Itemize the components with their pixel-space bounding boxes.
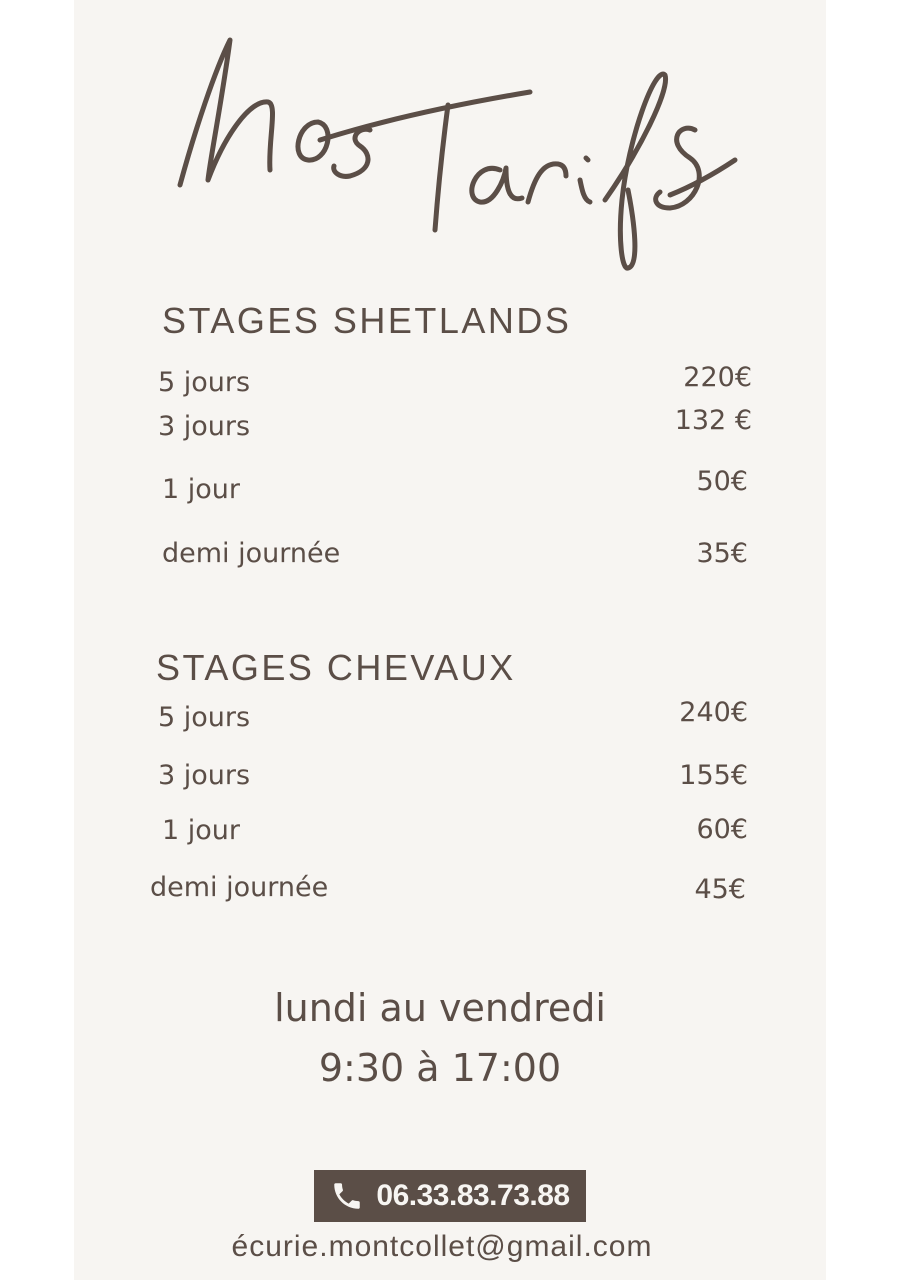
row-label: 5 jours	[158, 702, 251, 733]
phone-badge[interactable]	[314, 1170, 586, 1222]
row-label: demi journée	[162, 538, 341, 569]
section-heading-shetlands: STAGES SHETLANDS	[162, 300, 572, 341]
row-price: 155€	[679, 760, 748, 791]
row-label: 3 jours	[158, 760, 251, 791]
row-label: 3 jours	[158, 411, 251, 442]
row-label: demi journée	[150, 872, 329, 903]
row-price: 50€	[696, 466, 748, 497]
row-price: 220€	[683, 362, 752, 393]
row-label: 1 jour	[162, 474, 240, 505]
row-label: 5 jours	[158, 367, 251, 398]
row-price: 45€	[694, 874, 746, 905]
phone-number[interactable]: 06.33.83.73.88	[376, 1179, 570, 1212]
row-label: 1 jour	[162, 815, 240, 846]
phone-icon	[330, 1179, 364, 1213]
row-price: 132 €	[674, 405, 752, 436]
script-title-nos-tarifs	[150, 30, 750, 280]
row-price: 60€	[696, 814, 748, 845]
row-price: 240€	[679, 697, 748, 728]
schedule-hours: 9:30 à 17:00	[318, 1046, 562, 1090]
schedule-days: lundi au vendredi	[274, 986, 606, 1030]
section-heading-chevaux: STAGES CHEVAUX	[156, 647, 516, 688]
email-address[interactable]: écurie.montcollet@gmail.com	[231, 1230, 653, 1263]
row-price: 35€	[696, 538, 748, 569]
